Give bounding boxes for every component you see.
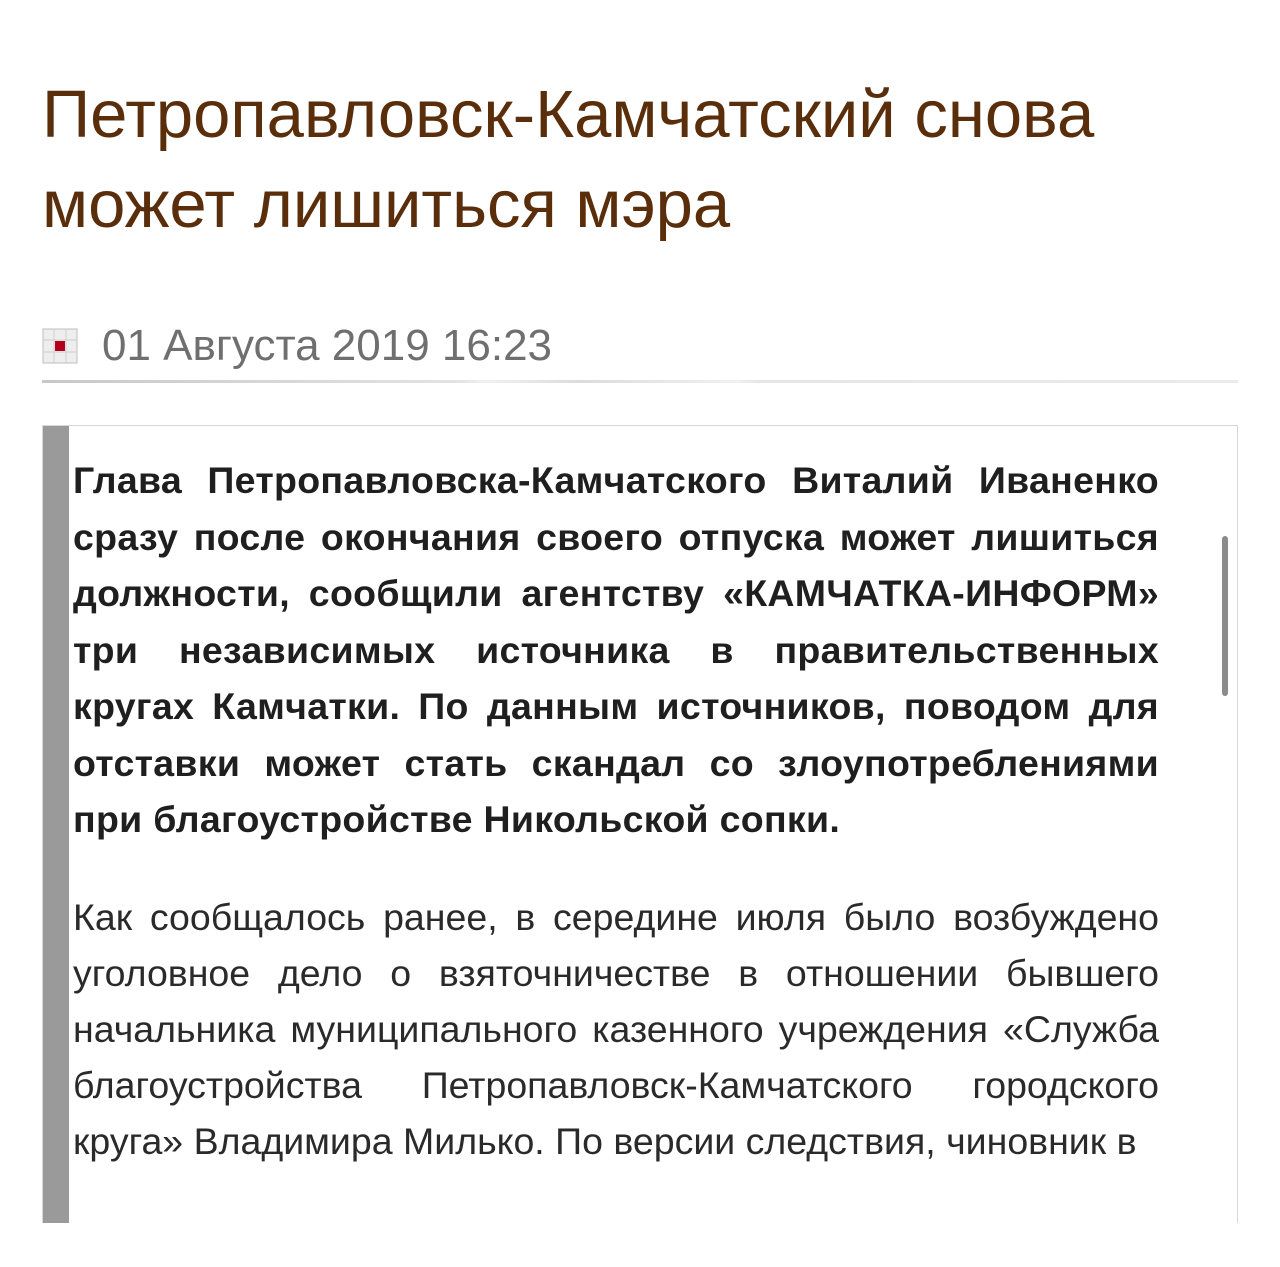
scrollbar-thumb[interactable] — [1222, 536, 1228, 696]
article-lead: Глава Петропавловска-Камчатского Виталий Иваненко сразу после окончания своего отпуска может лишиться должности, сообщили агентству «КАМЧАТКА-ИНФОРМ» три независимых источника в правительственных кругах Камчатки. По данным источников, поводом для отставки может стать скандал со злоупотреблениями при благоустройстве Никольской сопки. — [73, 459, 1159, 840]
article-content — [73, 452, 1159, 1169]
article-title-line-1: Петропавловск-Камчатский снова — [42, 77, 1095, 152]
article-title — [42, 70, 1252, 250]
quote-bar — [43, 426, 69, 1223]
scrollbar[interactable] — [1219, 526, 1231, 816]
article-paragraph: Как сообщалось ранее, в середине июля было возбуждено уголовное дело о взяточничестве в отношении бывшего начальника муниципального казенного учреждения «Служба благоустройства Петропавловск-Камчатского городского круга» Владимира Милько. По версии следствия, чиновник в — [73, 895, 1159, 1162]
calendar-icon — [42, 328, 78, 364]
article-date: 01 Августа 2019 16:23 — [102, 321, 553, 370]
article-title-line-2: может лишиться мэра — [42, 167, 731, 242]
article-body-frame[interactable] — [42, 425, 1238, 1223]
meta-divider — [42, 380, 1238, 383]
article-meta — [42, 318, 552, 374]
